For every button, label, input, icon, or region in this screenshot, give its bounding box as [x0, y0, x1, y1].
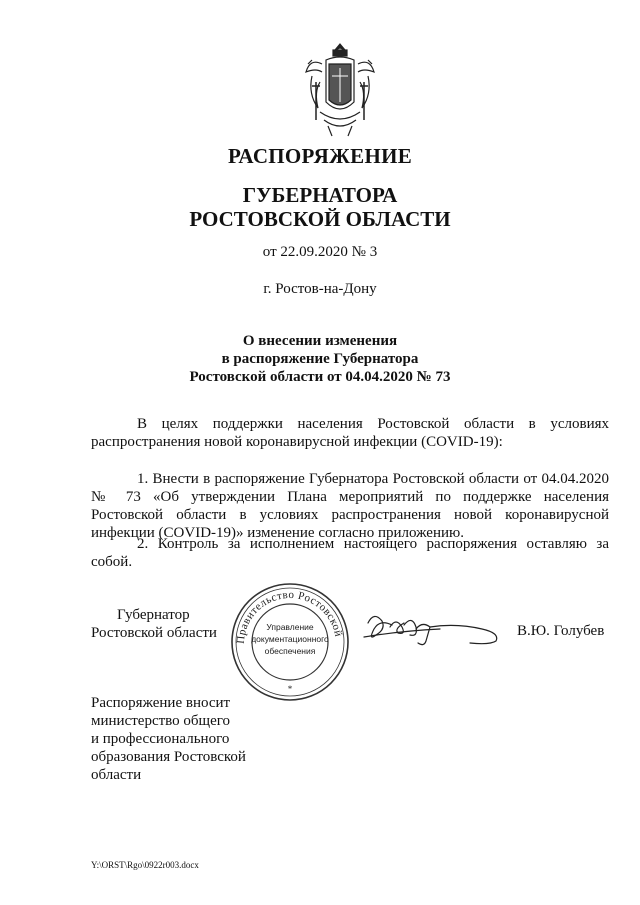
- document-type-title: РАСПОРЯЖЕНИЕ: [227, 144, 413, 168]
- stamp-center-line: Управление: [266, 622, 314, 632]
- svg-text:*: *: [287, 684, 293, 694]
- submitter-line: образования Ростовской: [91, 749, 246, 765]
- document-date-number: от 22.09.2020 № 3: [262, 244, 378, 260]
- submitter-line: министерство общего: [91, 713, 231, 729]
- stamp-center-line: документационного: [251, 634, 329, 644]
- signatory-title: [91, 606, 217, 642]
- item-2-paragraph: 2. Контроль за исполнением настоящего распоряжения оставляю за собой.: [91, 536, 609, 570]
- file-path-footer: Y:\ORST\Rgo\0922r003.docx: [91, 860, 199, 870]
- document-city: г. Ростов-на-Дону: [263, 281, 377, 297]
- issuer-line: РОСТОВСКОЙ ОБЛАСТИ: [189, 207, 451, 231]
- issuer-line: ГУБЕРНАТОРА: [242, 183, 398, 207]
- coat-of-arms-emblem: [302, 42, 378, 138]
- signatory-title-line: Губернатор: [117, 607, 190, 623]
- preamble-paragraph: В целях поддержки населения Ростовской области в условиях распространения новой коронавирусной инфекции (COVID-19):: [91, 416, 609, 450]
- signatory-name: В.Ю. Голубев: [517, 623, 605, 639]
- submitter-line: области: [91, 767, 142, 783]
- subject-line: О внесении изменения: [242, 333, 398, 349]
- signatory-title-line: Ростовской области: [91, 625, 217, 641]
- submitter-line: и профессионального: [91, 731, 230, 747]
- official-stamp: [228, 580, 352, 702]
- submitter-note: [91, 694, 246, 784]
- handwritten-signature: [360, 605, 508, 651]
- subject-line: в распоряжение Губернатора: [221, 351, 419, 367]
- document-subject: [0, 332, 640, 386]
- stamp-center-line: обеспечения: [264, 646, 316, 656]
- item-1-paragraph: 1. Внести в распоряжение Губернатора Ростовской области от 04.04.2020 № 73 «Об утверждении Плана мероприятий по поддержке населения Ростовской области в условиях распространения новой коронавирусной инфекции (COVID-19)» изменение согласно приложению.: [91, 471, 609, 541]
- subject-line: Ростовской области от 04.04.2020 № 73: [189, 369, 451, 385]
- submitter-line: Распоряжение вносит: [91, 695, 231, 711]
- stamp-ring-text: Правительство Ростовской: [234, 588, 345, 645]
- issuer-title: [0, 183, 640, 231]
